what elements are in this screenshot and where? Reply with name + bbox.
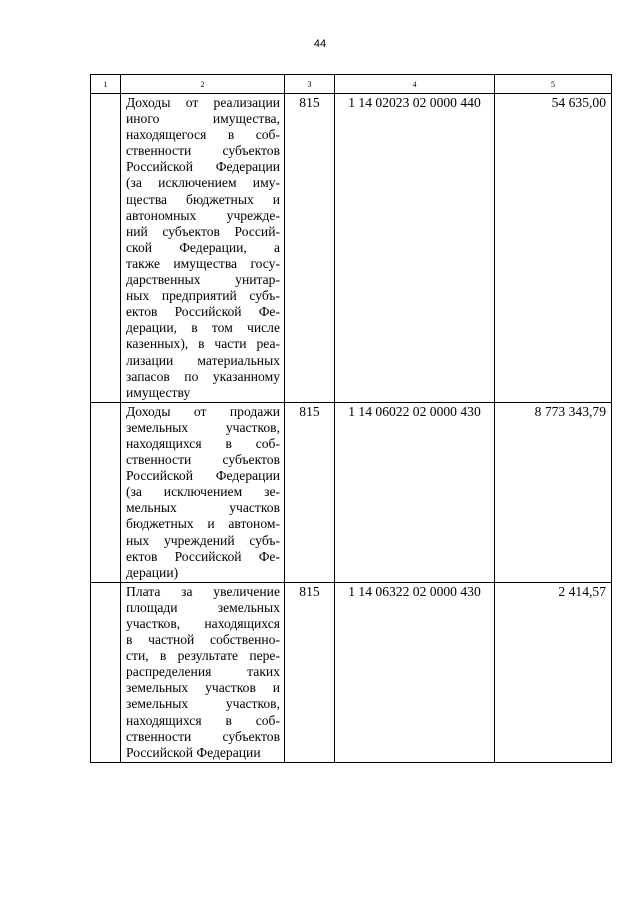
header-cell-4: 4 <box>335 75 495 94</box>
description-line: находящихся в соб- <box>126 712 280 728</box>
description-line: Доходы от продажи <box>126 403 280 419</box>
description-line: иного имущества, <box>126 111 280 127</box>
description-line: (за исключением зе- <box>126 484 280 500</box>
description-line: бюджетных и автоном- <box>126 516 280 532</box>
description-line: щества бюджетных и <box>126 191 280 207</box>
amount-cell: 8 773 343,79 <box>495 402 612 582</box>
description-line: распределения таких <box>126 664 280 680</box>
admin-code-cell: 815 <box>285 94 335 403</box>
header-cell-5: 5 <box>495 75 612 94</box>
revenue-description-cell <box>121 402 285 582</box>
amount-cell: 2 414,57 <box>495 582 612 762</box>
description-line: ных предприятий субъ- <box>126 288 280 304</box>
description-line: ственности субъектов <box>126 728 280 744</box>
description-line: (за исключением иму- <box>126 175 280 191</box>
description-line: Доходы от реализации <box>126 95 280 110</box>
description-line: земельных участков, <box>126 419 280 435</box>
admin-code-cell: 815 <box>285 402 335 582</box>
budget-classification-code-cell: 1 14 06322 02 0000 430 <box>335 582 495 762</box>
description-line: запасов по указанному <box>126 368 280 384</box>
description-line: ний субъектов Россий- <box>126 223 280 239</box>
row-number-cell <box>91 402 121 582</box>
description-line: дарственных унитар- <box>126 272 280 288</box>
description-line: участков, находящихся <box>126 616 280 631</box>
description-line: Российской Федерации <box>126 159 280 175</box>
row-number-cell <box>91 582 121 762</box>
description-line: ектов Российской Фе- <box>126 548 280 564</box>
description-line: мельных участков <box>126 500 280 516</box>
table-header-row <box>91 75 612 94</box>
description-line: находящихся в соб- <box>126 435 280 451</box>
description-line: Российской Федерации <box>126 468 280 484</box>
description-line: земельных участков, <box>126 696 280 712</box>
description-line: площади земельных <box>126 599 280 615</box>
description-line: имуществу <box>126 384 191 400</box>
revenue-description-cell <box>121 582 285 762</box>
description-line: дерации) <box>126 564 179 580</box>
description-line: Плата за увеличение <box>126 583 280 599</box>
admin-code-cell: 815 <box>285 582 335 762</box>
description-line: Российской Федерации <box>126 744 261 760</box>
description-line: находящегося в соб- <box>126 127 280 143</box>
description-line: ных учреждений субъ- <box>126 532 280 548</box>
description-line: ской Федерации, а <box>126 239 280 255</box>
table-row <box>91 582 612 762</box>
amount-cell: 54 635,00 <box>495 94 612 403</box>
budget-classification-code-cell: 1 14 06022 02 0000 430 <box>335 402 495 582</box>
header-cell-1: 1 <box>91 75 121 94</box>
description-line: дерации, в том числе <box>126 320 280 336</box>
budget-classification-code-cell: 1 14 02023 02 0000 440 <box>335 94 495 403</box>
page-number: 44 <box>313 38 327 50</box>
header-cell-3: 3 <box>285 75 335 94</box>
revenue-description-cell <box>121 94 285 403</box>
description-line: сти, в результате пере- <box>126 648 280 664</box>
description-line: в частной собственно- <box>126 632 280 648</box>
table-row <box>91 94 612 403</box>
description-line: ственности субъектов <box>126 452 280 468</box>
description-line: ственности субъектов <box>126 143 280 159</box>
description-line: также имущества госу- <box>126 255 280 271</box>
table-row <box>91 402 612 582</box>
description-line: лизации материальных <box>126 352 280 368</box>
description-line: казенных), в части реа- <box>126 336 280 352</box>
revenue-table <box>90 74 612 763</box>
header-cell-2: 2 <box>121 75 285 94</box>
description-line: автономных учрежде- <box>126 207 280 223</box>
description-line: ектов Российской Фе- <box>126 304 280 320</box>
row-number-cell <box>91 94 121 403</box>
description-line: земельных участков и <box>126 680 280 696</box>
